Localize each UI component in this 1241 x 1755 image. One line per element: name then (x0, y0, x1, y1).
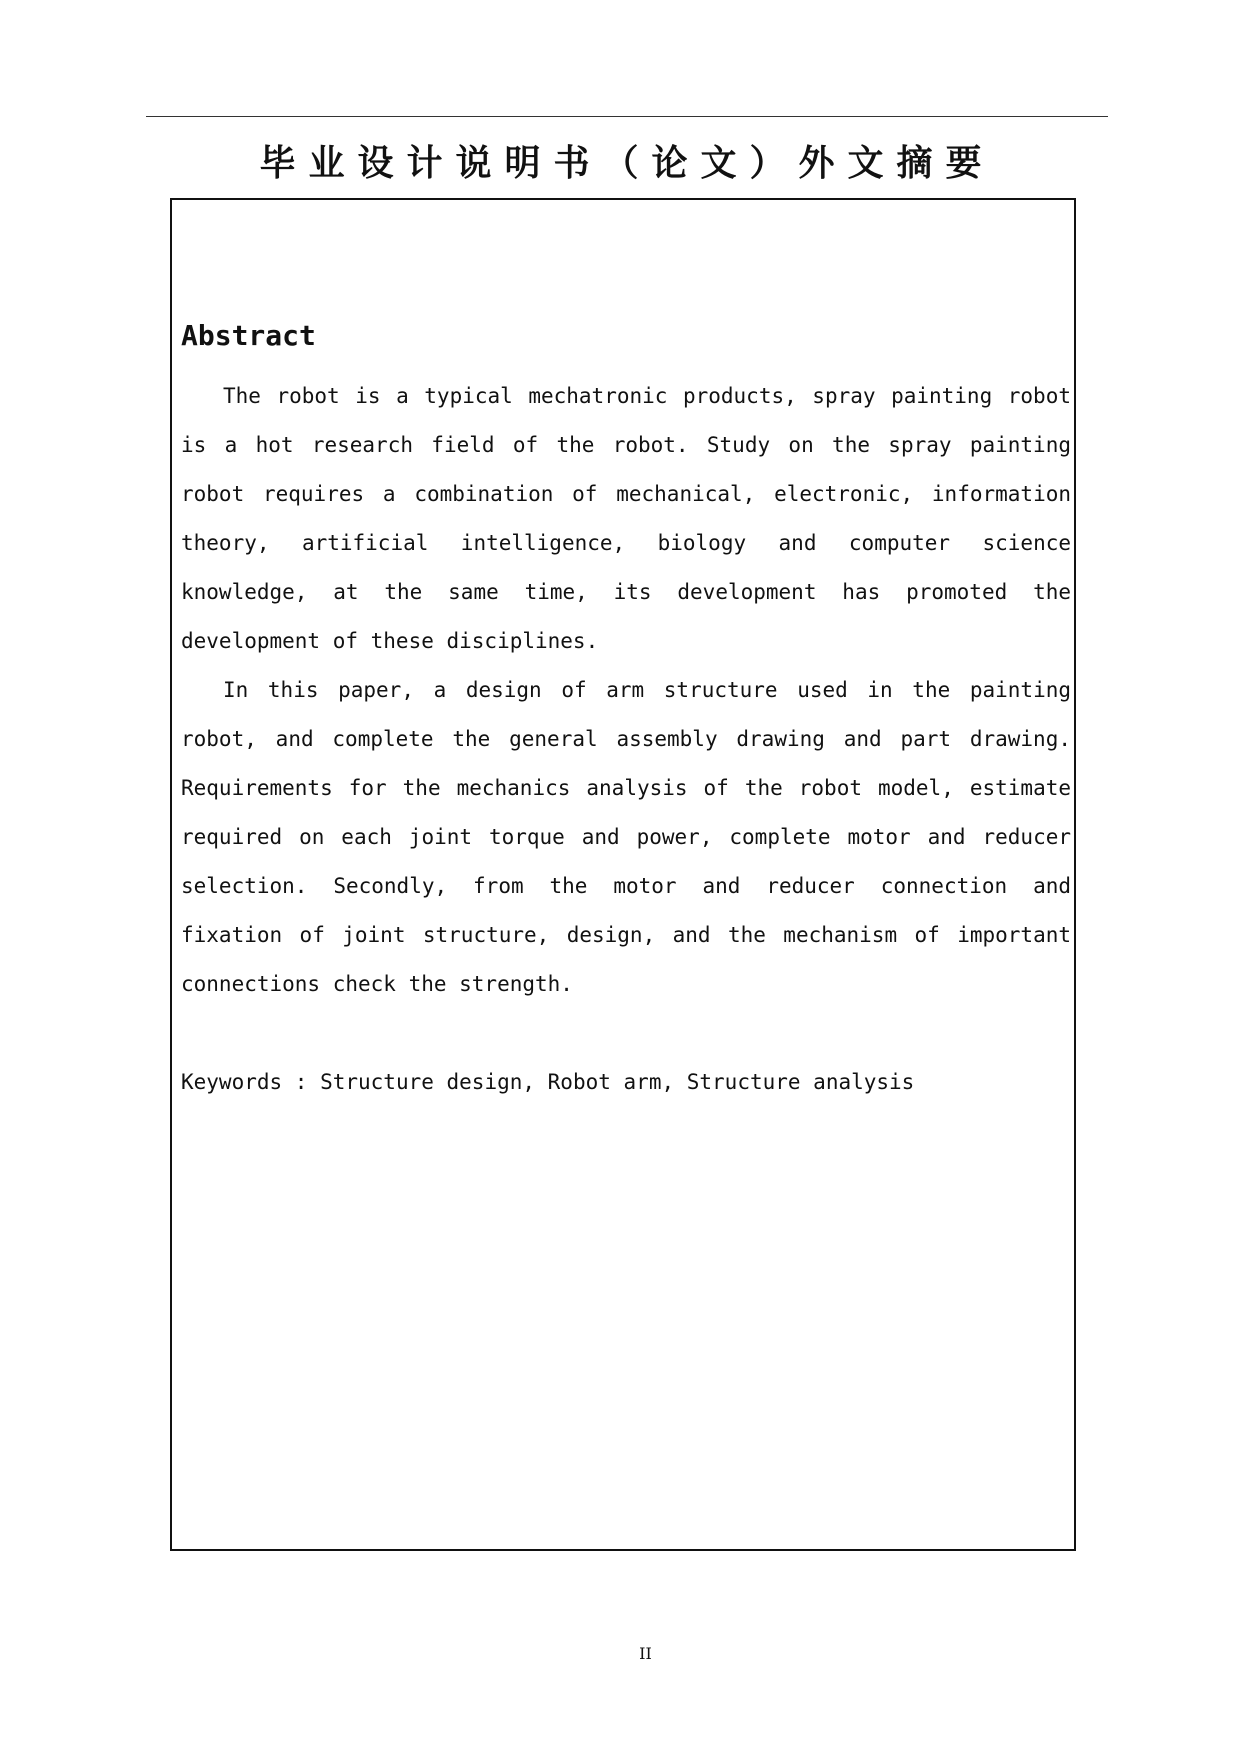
keywords-label: Keywords : (181, 1070, 308, 1094)
keywords-value: Structure design, Robot arm, Structure analysis (320, 1070, 915, 1094)
abstract-paragraph: In this paper, a design of arm structure used in the painting robot, and complete the general assembly drawing and part drawing. Requirements for the mechanics analysis of the robot model, estimate required on each joint torque and power, complete motor and reducer selection. Secondly, from the motor and reducer connection and fixation of joint structure, design, and the mechanism of important connections check the strength. (181, 678, 1071, 996)
header-rule (146, 116, 1108, 117)
page-number: II (639, 1644, 652, 1663)
keywords-line (181, 1062, 1071, 1102)
document-title: 毕业设计说明书（论文）外文摘要 (259, 143, 995, 184)
abstract-heading: Abstract (181, 319, 316, 352)
abstract-paragraph: The robot is a typical mechatronic products, spray painting robot is a hot research field of the robot. Study on the spray painting robot requires a combination of mechanical, electronic, information theory, artificial intelligence, biology and computer science knowledge, at the same time, its development has promoted the development of these disciplines. (181, 384, 1071, 653)
abstract-body (181, 372, 1071, 1009)
